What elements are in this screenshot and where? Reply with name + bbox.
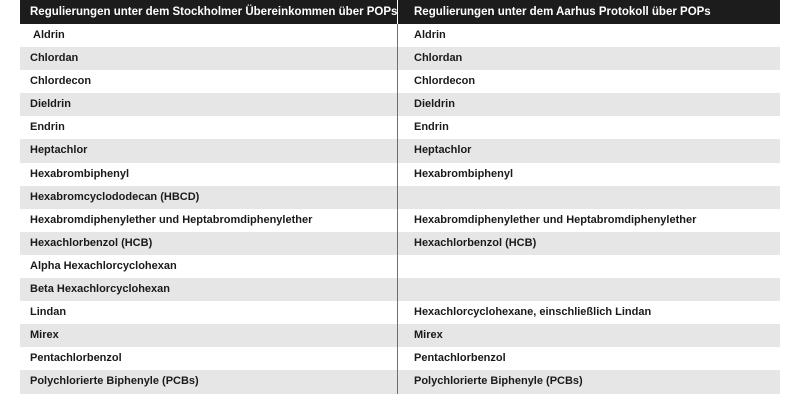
cell-stockholm: Mirex (30, 329, 59, 342)
cell-aarhus: Aldrin (397, 24, 780, 47)
cell-stockholm: Pentachlorbenzol (30, 352, 122, 365)
cell-stockholm: Polychlorierte Biphenyle (PCBs) (30, 375, 199, 388)
table-row (20, 255, 780, 278)
cell-aarhus: Pentachlorbenzol (397, 347, 780, 370)
table-row (20, 93, 780, 116)
table-body (20, 24, 780, 394)
table-row (20, 163, 780, 186)
cell-stockholm: Hexabromcyclododecan (HBCD) (30, 190, 200, 203)
cell-stockholm: Dieldrin (30, 98, 71, 111)
cell-stockholm: Aldrin (33, 29, 65, 41)
cell-stockholm: Alpha Hexachlorcyclohexan (30, 259, 177, 272)
cell-aarhus (397, 278, 780, 301)
cell-aarhus (397, 186, 780, 209)
cell-aarhus: Dieldrin (397, 93, 780, 116)
table-row (20, 24, 780, 47)
header-aarhus: Regulierungen unter dem Aarhus Protokoll über POPs (397, 0, 780, 24)
cell-stockholm: Hexabromdiphenylether und Heptabromdiphenylether (30, 213, 313, 226)
cell-aarhus: Heptachlor (397, 139, 780, 162)
pops-comparison-table (20, 0, 780, 400)
cell-stockholm: Chlordecon (30, 75, 92, 88)
cell-stockholm: Chlordan (30, 52, 79, 65)
cell-stockholm: Lindan (30, 306, 67, 319)
cell-aarhus: Hexachlorbenzol (HCB) (397, 232, 780, 255)
cell-aarhus: Hexabromdiphenylether und Heptabromdiphenylether (397, 209, 780, 232)
header-stockholm: Regulierungen unter dem Stockholmer Übereinkommen über POPs (30, 6, 397, 18)
cell-aarhus: Endrin (397, 116, 780, 139)
cell-aarhus: Chlordecon (397, 70, 780, 93)
cell-aarhus: Mirex (397, 324, 780, 347)
cell-aarhus: Hexabrombiphenyl (397, 163, 780, 186)
table-row (20, 116, 780, 139)
cell-stockholm: Heptachlor (30, 144, 88, 157)
table-row (20, 370, 780, 393)
table-row (20, 70, 780, 93)
table-header (20, 0, 780, 24)
table-row (20, 209, 780, 232)
table-row (20, 186, 780, 209)
table-row (20, 232, 780, 255)
cell-stockholm: Hexabrombiphenyl (30, 167, 130, 180)
table-row (20, 324, 780, 347)
cell-aarhus: Polychlorierte Biphenyle (PCBs) (397, 370, 780, 393)
table-row (20, 301, 780, 324)
table-row (20, 47, 780, 70)
cell-aarhus: Hexachlorcyclohexane, einschließlich Lindan (397, 301, 780, 324)
table-row (20, 347, 780, 370)
table-row (20, 139, 780, 162)
cell-stockholm: Beta Hexachlorcyclohexan (30, 283, 171, 296)
cell-stockholm: Hexachlorbenzol (HCB) (30, 236, 153, 249)
cell-stockholm: Endrin (30, 121, 65, 134)
cell-aarhus (397, 255, 780, 278)
table-row (20, 278, 780, 301)
cell-aarhus: Chlordan (397, 47, 780, 70)
